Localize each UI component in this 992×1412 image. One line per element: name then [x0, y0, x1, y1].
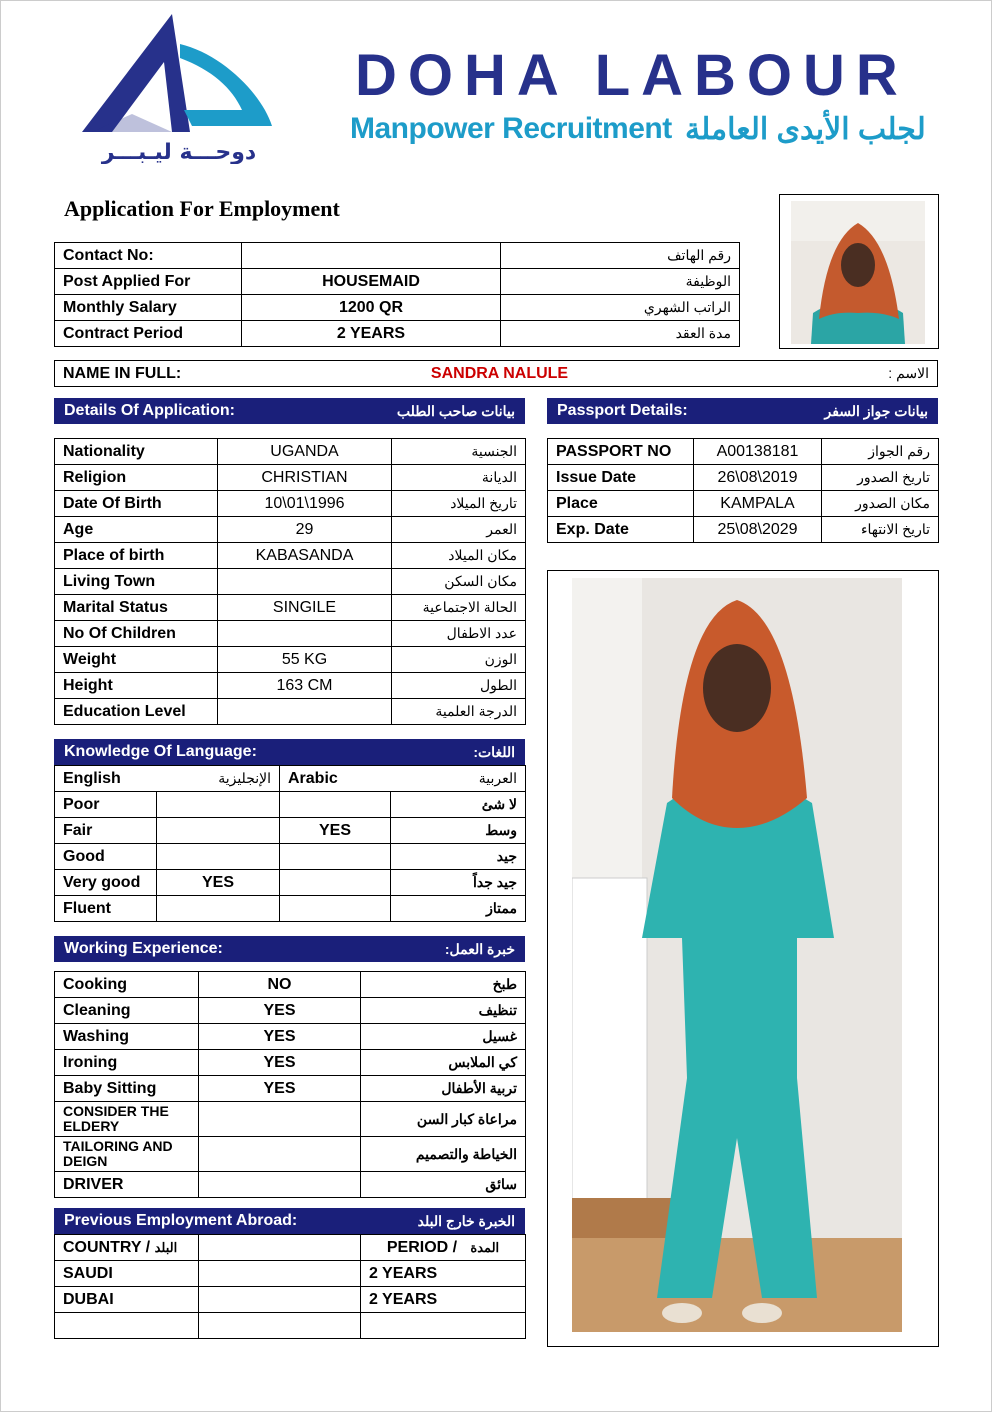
details-label-arabic: الحالة الاجتماعية	[392, 595, 526, 621]
abroad-row	[55, 1287, 526, 1313]
language-arabic-value	[280, 844, 391, 870]
passport-table	[547, 438, 939, 543]
details-label-arabic: الديانة	[392, 465, 526, 491]
details-label: Education Level	[55, 699, 218, 725]
passport-value: A00138181	[694, 439, 822, 465]
language-english-value: YES	[157, 870, 280, 896]
job-info-label: Monthly Salary	[55, 295, 242, 321]
abroad-period: 2 YEARS	[361, 1261, 526, 1287]
experience-row	[55, 998, 526, 1024]
experience-label-arabic: طبخ	[361, 972, 526, 998]
passport-value: 25\08\2029	[694, 517, 822, 543]
experience-value	[199, 1137, 361, 1172]
language-arabic-value	[280, 792, 391, 818]
language-level-arabic: لا شئ	[391, 792, 526, 818]
passport-header	[547, 398, 938, 424]
full-name-label-arabic: الاسم :	[745, 361, 938, 387]
details-label-arabic: مكان الميلاد	[392, 543, 526, 569]
abroad-blank	[199, 1261, 361, 1287]
brand-tagline: Manpower Recruitment	[350, 112, 672, 145]
experience-row	[55, 1076, 526, 1102]
job-info-value: 1200 QR	[242, 295, 501, 321]
job-info-label: Contract Period	[55, 321, 242, 347]
experience-label-arabic: سائق	[361, 1172, 526, 1198]
language-level: Good	[55, 844, 157, 870]
language-row	[55, 818, 526, 844]
abroad-period	[361, 1313, 526, 1339]
experience-title-arabic: خبرة العمل:	[444, 941, 515, 957]
language-level-arabic: جيد جداً	[391, 870, 526, 896]
experience-row	[55, 1050, 526, 1076]
passport-row	[548, 491, 939, 517]
job-info-row	[55, 269, 740, 295]
passport-label: PASSPORT NO	[548, 439, 694, 465]
abroad-period: 2 YEARS	[361, 1287, 526, 1313]
language-title-arabic: اللغات:	[473, 744, 515, 760]
experience-value: YES	[199, 1050, 361, 1076]
details-label: Age	[55, 517, 218, 543]
language-level-arabic: ممتاز	[391, 896, 526, 922]
language-level-arabic: وسط	[391, 818, 526, 844]
experience-row	[55, 1172, 526, 1198]
company-logo	[72, 14, 287, 164]
details-label: Place of birth	[55, 543, 218, 569]
portrait-photo-frame	[779, 194, 939, 349]
details-value: 55 KG	[218, 647, 392, 673]
experience-label: Cleaning	[55, 998, 199, 1024]
details-row	[55, 517, 526, 543]
passport-label-arabic: تاريخ الصدور	[822, 465, 939, 491]
job-info-value	[242, 243, 501, 269]
brand-tagline-arabic: لجلب الأيدى العاملة	[685, 113, 926, 146]
details-value	[218, 621, 392, 647]
passport-label-arabic: مكان الصدور	[822, 491, 939, 517]
abroad-blank	[199, 1287, 361, 1313]
abroad-row	[55, 1313, 526, 1339]
experience-label-arabic: تنظيف	[361, 998, 526, 1024]
passport-label-arabic: رقم الجواز	[822, 439, 939, 465]
job-info-label: Post Applied For	[55, 269, 242, 295]
experience-label: Baby Sitting	[55, 1076, 199, 1102]
experience-label-arabic: تربية الأطفال	[361, 1076, 526, 1102]
details-value: CHRISTIAN	[218, 465, 392, 491]
passport-label-arabic: تاريخ الانتهاء	[822, 517, 939, 543]
experience-title: Working Experience:	[64, 940, 223, 957]
full-name-value: SANDRA NALULE	[255, 361, 745, 387]
details-row	[55, 439, 526, 465]
language-table	[54, 765, 526, 922]
language-title: Knowledge Of Language:	[64, 743, 257, 760]
full-body-photo	[572, 578, 902, 1332]
page-title: Application For Employment	[64, 196, 340, 221]
language-level: Very good	[55, 870, 157, 896]
details-value: KABASANDA	[218, 543, 392, 569]
job-info-label-arabic: الراتب الشهري	[501, 295, 740, 321]
experience-table	[54, 971, 526, 1198]
language-row	[55, 792, 526, 818]
abroad-country-label: COUNTRY /	[63, 1239, 151, 1256]
details-label: Height	[55, 673, 218, 699]
experience-label: Washing	[55, 1024, 199, 1050]
abroad-period-label-arabic: المدة	[470, 1240, 500, 1255]
details-row	[55, 491, 526, 517]
passport-row	[548, 517, 939, 543]
language-row	[55, 896, 526, 922]
details-title-arabic: بيانات صاحب الطلب	[396, 403, 515, 419]
details-row	[55, 647, 526, 673]
experience-label-arabic: غسيل	[361, 1024, 526, 1050]
job-info-row	[55, 243, 740, 269]
details-label: Living Town	[55, 569, 218, 595]
experience-row	[55, 1102, 526, 1137]
job-info-row	[55, 295, 740, 321]
abroad-header	[54, 1208, 525, 1234]
details-row	[55, 673, 526, 699]
full-body-photo-frame	[547, 570, 939, 1347]
language-level: Poor	[55, 792, 157, 818]
passport-label: Issue Date	[548, 465, 694, 491]
experience-label-arabic: الخياطة والتصميم	[361, 1137, 526, 1172]
passport-title: Passport Details:	[557, 402, 688, 419]
details-row	[55, 465, 526, 491]
lang-header-arabic: Arabic	[280, 766, 391, 792]
passport-title-arabic: بيانات جواز السفر	[824, 403, 928, 419]
abroad-country	[55, 1313, 199, 1339]
job-info-value: HOUSEMAID	[242, 269, 501, 295]
experience-row	[55, 972, 526, 998]
abroad-row	[55, 1261, 526, 1287]
passport-label: Place	[548, 491, 694, 517]
details-value: 163 CM	[218, 673, 392, 699]
job-info-row	[55, 321, 740, 347]
details-label: Nationality	[55, 439, 218, 465]
lang-header-english-arabic: الإنجليزية	[157, 766, 280, 792]
lang-header-arabic-arabic: العربية	[391, 766, 526, 792]
job-info-value: 2 YEARS	[242, 321, 501, 347]
passport-label: Exp. Date	[548, 517, 694, 543]
details-label-arabic: تاريخ الميلاد	[392, 491, 526, 517]
experience-label: Ironing	[55, 1050, 199, 1076]
abroad-header-blank	[199, 1235, 361, 1261]
details-value	[218, 569, 392, 595]
logo-arabic-text: دوحـــة ليـبـــر	[101, 140, 257, 164]
experience-label-arabic: كي الملابس	[361, 1050, 526, 1076]
experience-label: TAILORING AND DEIGN	[55, 1137, 199, 1172]
language-english-value	[157, 844, 280, 870]
experience-label-arabic: مراعاة كبار السن	[361, 1102, 526, 1137]
job-info-label: Contact No:	[55, 243, 242, 269]
language-level: Fair	[55, 818, 157, 844]
passport-value: 26\08\2019	[694, 465, 822, 491]
job-info-table	[54, 242, 740, 347]
abroad-table	[54, 1234, 526, 1339]
passport-row	[548, 465, 939, 491]
passport-value: KAMPALA	[694, 491, 822, 517]
experience-header	[54, 936, 525, 962]
details-label-arabic: الوزن	[392, 647, 526, 673]
experience-row	[55, 1137, 526, 1172]
lang-header-english: English	[55, 766, 157, 792]
details-value	[218, 699, 392, 725]
experience-label: CONSIDER THE ELDERY	[55, 1102, 199, 1137]
details-table	[54, 438, 526, 725]
job-info-label-arabic: مدة العقد	[501, 321, 740, 347]
language-header	[54, 739, 525, 765]
details-value: 10\01\1996	[218, 491, 392, 517]
language-arabic-value: YES	[280, 818, 391, 844]
details-row	[55, 569, 526, 595]
language-arabic-value	[280, 896, 391, 922]
full-name-label: NAME IN FULL:	[55, 361, 255, 387]
abroad-title-arabic: الخبرة خارج البلد	[417, 1213, 515, 1229]
details-label-arabic: الجنسية	[392, 439, 526, 465]
abroad-country: SAUDI	[55, 1261, 199, 1287]
language-level-arabic: جيد	[391, 844, 526, 870]
details-label: Marital Status	[55, 595, 218, 621]
language-english-value	[157, 818, 280, 844]
experience-row	[55, 1024, 526, 1050]
language-english-value	[157, 896, 280, 922]
abroad-header-country	[55, 1235, 199, 1261]
details-label-arabic: العمر	[392, 517, 526, 543]
experience-label: DRIVER	[55, 1172, 199, 1198]
details-label-arabic: الطول	[392, 673, 526, 699]
details-row	[55, 621, 526, 647]
experience-value	[199, 1172, 361, 1198]
experience-value: YES	[199, 998, 361, 1024]
portrait-photo	[791, 201, 925, 344]
details-row	[55, 595, 526, 621]
details-label: Weight	[55, 647, 218, 673]
abroad-header-period	[361, 1235, 526, 1261]
abroad-blank	[199, 1313, 361, 1339]
details-value: UGANDA	[218, 439, 392, 465]
experience-value: NO	[199, 972, 361, 998]
abroad-country: DUBAI	[55, 1287, 199, 1313]
abroad-period-label: PERIOD /	[386, 1239, 458, 1256]
brand-name: DOHA LABOUR	[355, 43, 909, 108]
language-row	[55, 844, 526, 870]
details-label-arabic: عدد الاطفال	[392, 621, 526, 647]
language-english-value	[157, 792, 280, 818]
details-header	[54, 398, 525, 424]
experience-value: YES	[199, 1024, 361, 1050]
passport-row	[548, 439, 939, 465]
language-level: Fluent	[55, 896, 157, 922]
experience-label: Cooking	[55, 972, 199, 998]
abroad-country-label-arabic: البلد	[154, 1240, 178, 1255]
experience-value: YES	[199, 1076, 361, 1102]
details-label: Religion	[55, 465, 218, 491]
details-value: SINGILE	[218, 595, 392, 621]
job-info-label-arabic: رقم الهاتف	[501, 243, 740, 269]
job-info-label-arabic: الوظيفة	[501, 269, 740, 295]
details-label: Date Of Birth	[55, 491, 218, 517]
details-row	[55, 699, 526, 725]
details-label-arabic: الدرجة العلمية	[392, 699, 526, 725]
abroad-title: Previous Employment Abroad:	[64, 1212, 298, 1229]
details-label: No Of Children	[55, 621, 218, 647]
details-title: Details Of Application:	[64, 402, 235, 419]
details-label-arabic: مكان السكن	[392, 569, 526, 595]
details-row	[55, 543, 526, 569]
full-name-table	[54, 360, 938, 387]
experience-value	[199, 1102, 361, 1137]
language-row	[55, 870, 526, 896]
language-arabic-value	[280, 870, 391, 896]
details-value: 29	[218, 517, 392, 543]
